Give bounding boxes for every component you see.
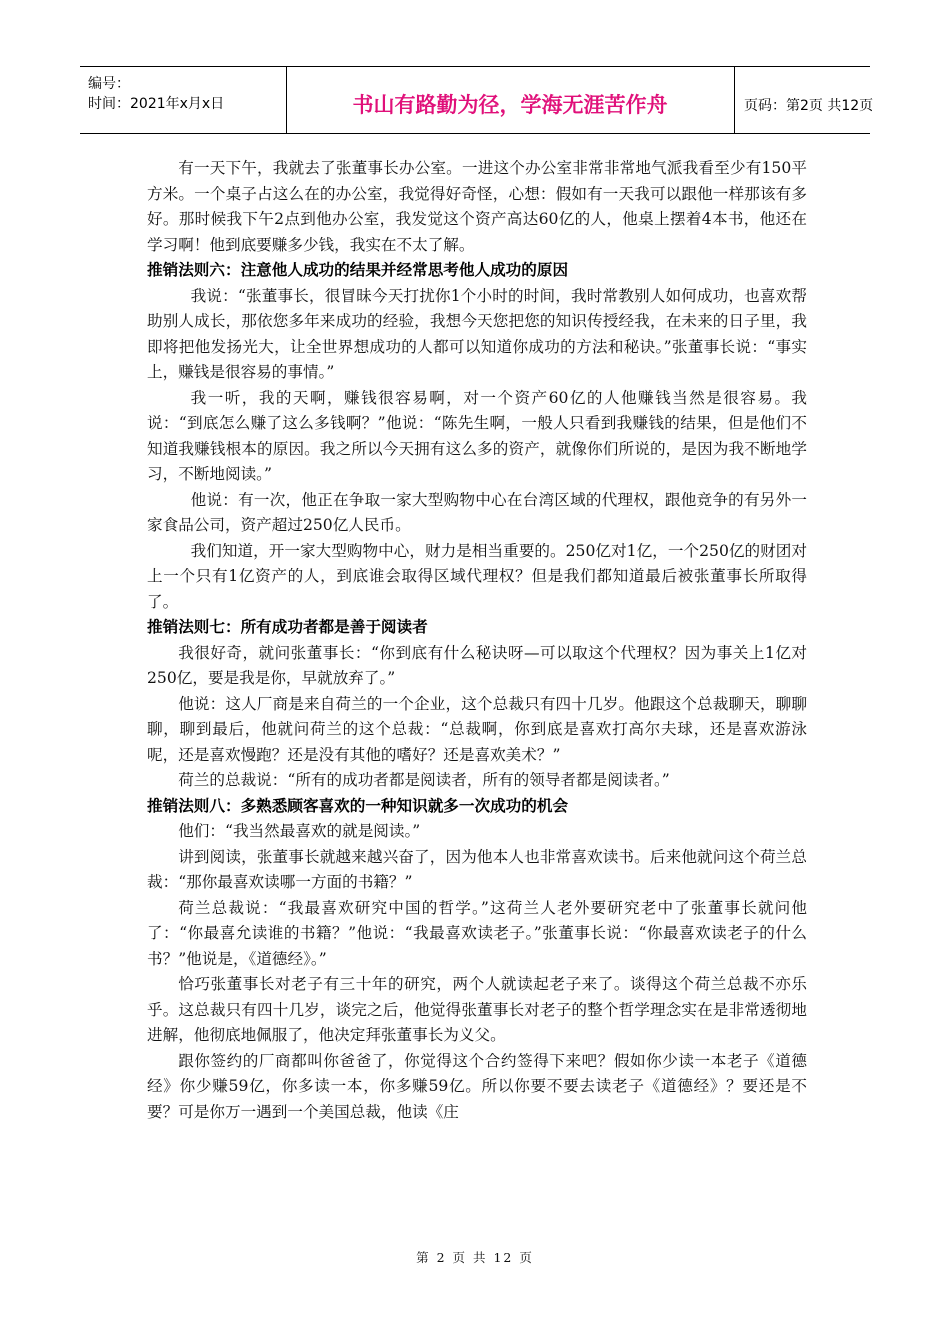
- document-date-label: 时间：2021年x月x日: [88, 96, 225, 112]
- paragraph: 恰巧张董事长对老子有三十年的研究，两个人就读起老子来了。谈得这个荷兰总裁不亦乐乎。这总裁只有四十几岁，谈完之后，他觉得张董事长对老子的整个哲学理念实在是非常透彻地进解，他彻底地佩服了，他决定拜张董事长为义父。: [147, 975, 807, 1044]
- document-body: [147, 156, 807, 1125]
- paragraph: 有一天下午，我就去了张董事长办公室。一进这个办公室非常非常地气派我看至少有150平方米。一个桌子占这么在的办公室，我觉得好奇怪，心想：假如有一天我可以跟他一样那该有多好。那时候我下午2点到他办公室，我发觉这个资产高达60亿的人，他桌上摆着4本书，他还在学习啊！他到底要赚多少钱，我实在不太了解。: [147, 159, 807, 254]
- header-page-cell: [734, 67, 874, 133]
- section-heading: 推销法则七：所有成功者都是善于阅读者: [147, 618, 428, 636]
- page-footer: 第 2 页 共 12 页: [416, 1250, 534, 1265]
- paragraph: 荷兰总裁说：“我最喜欢研究中国的哲学。”这荷兰人老外要研究老中了张董事长就问他了：“你最喜允读谁的书籍？”他说：“我最喜欢读老子。”张董事长说：“你最喜欢读老子的什么书？”他说是，《道德经》。”: [147, 898, 807, 968]
- paragraph: 我说：“张董事长，很冒昧今天打扰你1个小时的时间，我时常教别人如何成功，也喜欢帮助别人成长，那依您多年来成功的经验，我想今天您把您的知识传授经我，在未来的日子里，我即将把他发扬光大，让全世界想成功的人都可以知道你成功的方法和秘诀。”张董事长说：“事实上，赚钱是很容易的事情。”: [147, 286, 807, 381]
- paragraph: 他说：这人厂商是来自荷兰的一个企业，这个总裁只有四十几岁。他跟这个总裁聊天，聊聊聊，聊到最后，他就问荷兰的这个总裁：“总裁啊，你到底是喜欢打高尔夫球，还是喜欢游泳呢，还是喜欢慢跑？还是没有其他的嗜好？还是喜欢美术？”: [147, 694, 807, 764]
- header-motto: 书山有路勤为径，学海无涯苦作舟: [352, 92, 668, 117]
- paragraph: 跟你签约的厂商都叫你爸爸了，你觉得这个合约签得下来吧？假如你少读一本老子《道德经》你少赚59亿，你多读一本，你多赚59亿。所以你要不要去读老子《道德经》？要还是不要？可是你万一遇到一个美国总裁，他读《庄: [147, 1051, 807, 1121]
- header-info-cell: [80, 67, 287, 133]
- paragraph: 他们：“我当然最喜欢的就是阅读。”: [178, 822, 421, 840]
- paragraph: 我很好奇，就问张董事长：“你到底有什么秘诀呀—可以取这个代理权？因为事关上1亿对250亿，要是我是你，早就放弃了。”: [147, 643, 807, 687]
- section-heading: 推销法则六：注意他人成功的结果并经常思考他人成功的原因: [147, 261, 569, 279]
- paragraph: 我一听，我的天啊，赚钱很容易啊，对一个资产60亿的人他赚钱当然是很容易。我说：“到底怎么赚了这么多钱啊？”他说：“陈先生啊，一般人只看到我赚钱的结果，但是他们不知道我赚钱根本的原因。我之所以今天拥有这么多的资产，就像你们所说的，是因为我不断地学习，不断地阅读。”: [147, 388, 807, 483]
- paragraph: 我们知道，开一家大型购物中心，财力是相当重要的。250亿对1亿，一个250亿的财团对上一个只有1亿资产的人，到底谁会取得区域代理权？但是我们都知道最后被张董事长所取得了。: [147, 541, 807, 611]
- header-page-number: 页码：第2页 共12页: [744, 98, 874, 114]
- page-header: [80, 66, 874, 134]
- section-heading: 推销法则八：多熟悉顾客喜欢的一种知识就多一次成功的机会: [147, 796, 569, 815]
- paragraph: 他说：有一次，他正在争取一家大型购物中心在台湾区域的代理权，跟他竞争的有另外一家食品公司，资产超过250亿人民币。: [147, 490, 807, 534]
- document-number-label: 编号：: [88, 76, 130, 92]
- header-motto-cell: [286, 67, 735, 133]
- paragraph: 讲到阅读，张董事长就越来越兴奋了，因为他本人也非常喜欢读书。后来他就问这个荷兰总裁：“那你最喜欢读哪一方面的书籍？”: [147, 847, 807, 891]
- paragraph: 荷兰的总裁说：“所有的成功者都是阅读者，所有的领导者都是阅读者。”: [178, 771, 670, 789]
